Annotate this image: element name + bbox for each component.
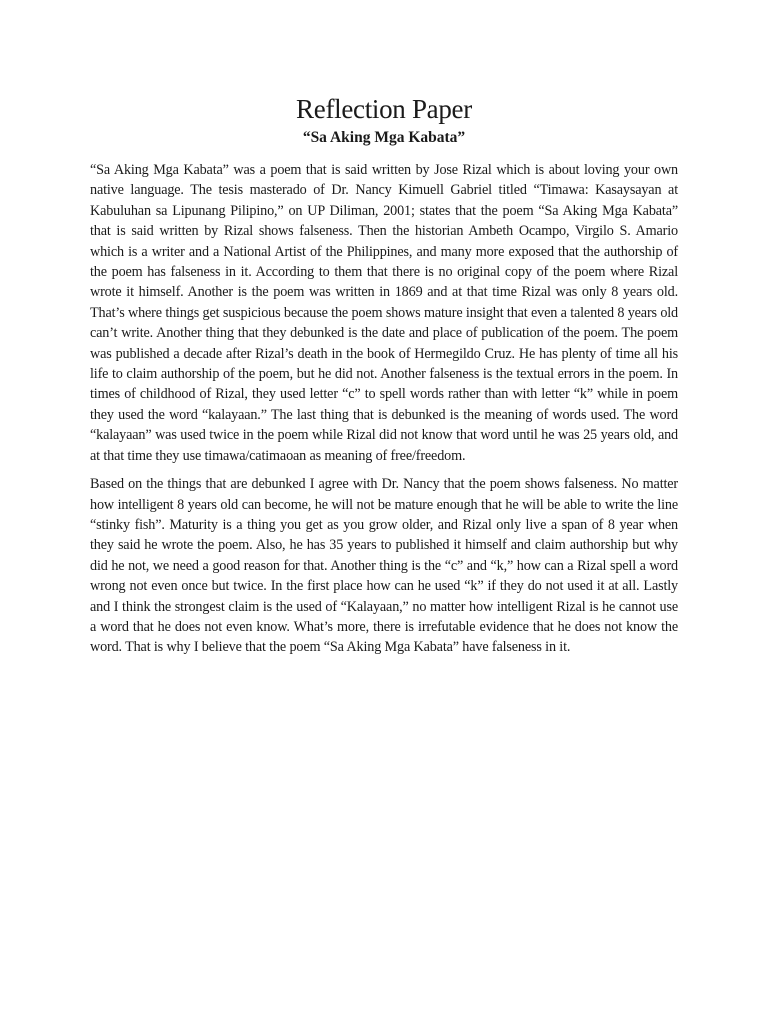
document-body <box>90 160 678 666</box>
paragraph-2: Based on the things that are debunked I agree with Dr. Nancy that the poem shows falseness. No matter how intelligent 8 years old can become, he will not be mature enough that he will be able to write the line “stinky fish”. Maturity is a thing you get as you grow older, and Rizal only live a span of 8 year when they said he wrote the poem. Also, he has 35 years to published it himself and claim authorship but why did he not, we need a good reason for that. Another thing is the “c” and “k,” how can a Rizal spell a word wrong not even once but twice. In the first place how can he used “k” if they do not used it at all. Lastly and I think the strongest claim is the used of “Kalayaan,” no matter how intelligent Rizal is he cannot use a word that he does not even know. What’s more, there is irrefutable evidence that he does not know the word. That is why I believe that the poem “Sa Aking Mga Kabata” have falseness in it. <box>90 476 678 656</box>
page-subtitle: “Sa Aking Mga Kabata” <box>302 129 466 146</box>
page-title: Reflection Paper <box>296 94 472 124</box>
paragraph-1: “Sa Aking Mga Kabata” was a poem that is said written by Jose Rizal which is about loving your own native language. The tesis masterado of Dr. Nancy Kimuell Gabriel titled “Timawa: Kasaysayan at Kabuluhan sa Lipunang Pilipino,” on UP Diliman, 2001; states that the poem “Sa Aking Mga Kabata” that is said written by Rizal shows falseness. Then the historian Ambeth Ocampo, Virgilo S. Amario which is a writer and a National Artist of the Philippines, and many more exposed that the authorship of the poem has falseness in it. According to them that there is no original copy of the poem where Rizal wrote it himself. Another is the poem was written in 1869 and at that time Rizal was only 8 years old. That’s where things get suspicious because the poem shows mature insight that even a talented 8 years old can’t write. Another thing that they debunked is the date and place of publication of the poem. The poem was published a decade after Rizal’s death in the book of Hermegildo Cruz. He has plenty of time all his life to claim authorship of the poem, but he did not. Another falseness is the textual errors in the poem. In times of childhood of Rizal, they used letter “c” to spell words rather than with letter “k” while in poem they used the word “kalayaan.” The last thing that is debunked is the meaning of words used. The word “kalayaan” was used twice in the poem while Rizal did not know that word until he was 25 years old, and at that time they use timawa/catimaoan as meaning of free/freedom. <box>90 162 678 464</box>
